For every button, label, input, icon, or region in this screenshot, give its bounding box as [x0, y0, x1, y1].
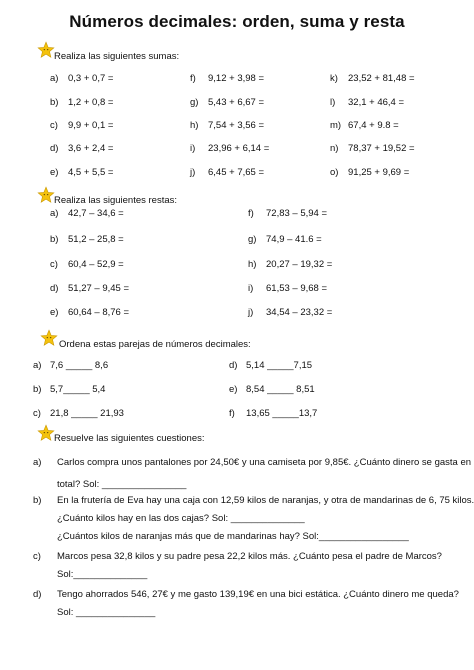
exercise-expression: 91,25 + 9,69 = [348, 167, 410, 178]
star-icon [37, 41, 55, 59]
exercise-item [248, 208, 328, 219]
exercise-label: j) [248, 307, 254, 318]
exercise-label: a) [33, 360, 42, 371]
exercise-expression: 4,5 + 5,5 = [68, 167, 114, 178]
exercise-label: c) [33, 408, 41, 419]
exercise-label: a) [50, 73, 59, 84]
exercise-expression: 67,4 + 9.8 = [348, 120, 399, 131]
exercise-item [248, 259, 333, 270]
exercise-label: c) [50, 259, 58, 270]
exercise-item [330, 120, 399, 131]
exercise-item [190, 120, 264, 131]
problem-text: En la frutería de Eva hay una caja con 12,59 kilos de naranjas, y otra de mandarinas de 6, 75 kilos. [57, 495, 474, 506]
exercise-label: b) [50, 97, 59, 108]
exercise-expression: 9,12 + 3,98 = [208, 73, 264, 84]
exercise-expression: 61,53 – 9,68 = [266, 283, 328, 294]
exercise-item [229, 360, 313, 371]
exercise-item [330, 97, 404, 108]
section-3-instruction: Ordena estas parejas de números decimales: [59, 339, 251, 350]
problem-text: Marcos pesa 32,8 kilos y su padre pesa 22,2 kilos más. ¿Cuánto pesa el padre de Marcos? [57, 551, 442, 562]
exercise-expression: 42,7 – 34,6 = [68, 208, 124, 219]
exercise-expression: 51,2 – 25,8 = [68, 234, 124, 245]
exercise-label: n) [330, 143, 339, 154]
exercise-label: d) [50, 283, 59, 294]
exercise-expression: 78,37 + 19,52 = [348, 143, 415, 154]
exercise-expression: 23,96 + 6,14 = [208, 143, 270, 154]
exercise-expression: 51,27 – 9,45 = [68, 283, 130, 294]
exercise-item [50, 208, 124, 219]
exercise-item [248, 307, 333, 318]
exercise-item [248, 283, 328, 294]
exercise-label: d) [229, 360, 238, 371]
problem-text: Tengo ahorrados 546, 27€ y me gasto 139,19€ en una bici estática. ¿Cuánto dinero me queda? [57, 589, 459, 600]
exercise-item [50, 120, 114, 131]
exercise-item [50, 167, 114, 178]
exercise-label: b) [33, 384, 42, 395]
exercise-label: o) [330, 167, 339, 178]
exercise-item [190, 73, 264, 84]
exercise-expression: 1,2 + 0,8 = [68, 97, 114, 108]
exercise-label: i) [190, 143, 196, 154]
problem-label: a) [33, 457, 42, 468]
exercise-item [330, 167, 410, 178]
exercise-item [50, 259, 124, 270]
exercise-expression: 60,64 – 8,76 = [68, 307, 130, 318]
section-4-instruction: Resuelve las siguientes cuestiones: [54, 433, 205, 444]
section-1-instruction: Realiza las siguientes sumas: [54, 51, 180, 62]
exercise-expression: 5,14 _____7,15 [246, 360, 313, 371]
exercise-expression: 7,54 + 3,56 = [208, 120, 264, 131]
exercise-label: g) [190, 97, 199, 108]
exercise-item [50, 143, 114, 154]
exercise-expression: 34,54 – 23,32 = [266, 307, 333, 318]
exercise-expression: 20,27 – 19,32 = [266, 259, 333, 270]
exercise-label: f) [248, 208, 254, 219]
problem-label: d) [33, 589, 42, 600]
exercise-item [229, 384, 315, 395]
star-icon [37, 186, 55, 204]
exercise-label: b) [50, 234, 59, 245]
exercise-label: f) [190, 73, 196, 84]
exercise-item [50, 73, 114, 84]
exercise-label: h) [190, 120, 199, 131]
exercise-item [50, 283, 130, 294]
exercise-item [330, 73, 415, 84]
exercise-item [190, 143, 270, 154]
exercise-expression: 9,9 + 0,1 = [68, 120, 114, 131]
exercise-item [50, 97, 114, 108]
star-icon [37, 424, 55, 442]
exercise-item [248, 234, 322, 245]
exercise-label: i) [248, 283, 254, 294]
exercise-item [33, 408, 124, 419]
problem-text: Sol:______________ [57, 569, 148, 580]
exercise-item [190, 167, 264, 178]
exercise-label: h) [248, 259, 257, 270]
exercise-item [50, 234, 124, 245]
exercise-expression: 5,7_____ 5,4 [50, 384, 106, 395]
exercise-item [190, 97, 264, 108]
exercise-label: e) [229, 384, 238, 395]
exercise-item [33, 384, 106, 395]
exercise-label: a) [50, 208, 59, 219]
problem-text: ¿Cuánto kilos hay en las dos cajas? Sol: ______________ [57, 513, 305, 524]
exercise-expression: 74,9 – 41.6 = [266, 234, 322, 245]
exercise-expression: 0,3 + 0,7 = [68, 73, 114, 84]
exercise-label: f) [229, 408, 235, 419]
star-icon [40, 329, 58, 347]
exercise-label: e) [50, 167, 59, 178]
exercise-label: d) [50, 143, 59, 154]
exercise-expression: 6,45 + 7,65 = [208, 167, 264, 178]
section-2-instruction: Realiza las siguientes restas: [54, 195, 178, 206]
exercise-label: k) [330, 73, 338, 84]
exercise-label: e) [50, 307, 59, 318]
exercise-expression: 21,8 _____ 21,93 [50, 408, 124, 419]
exercise-expression: 60,4 – 52,9 = [68, 259, 124, 270]
exercise-expression: 32,1 + 46,4 = [348, 97, 404, 108]
exercise-label: c) [50, 120, 58, 131]
exercise-expression: 72,83 – 5,94 = [266, 208, 328, 219]
page-title: Números decimales: orden, suma y resta [69, 12, 405, 31]
exercise-expression: 13,65 _____13,7 [246, 408, 318, 419]
exercise-label: j) [190, 167, 196, 178]
exercise-expression: 5,43 + 6,67 = [208, 97, 264, 108]
problem-text: Sol: _______________ [57, 607, 156, 618]
exercise-expression: 7,6 _____ 8,6 [50, 360, 109, 371]
exercise-label: l) [330, 97, 336, 108]
problem-label: b) [33, 495, 42, 506]
exercise-expression: 8,54 _____ 8,51 [246, 384, 315, 395]
exercise-label: m) [330, 120, 342, 131]
problem-text: Carlos compra unos pantalones por 24,50€ y una camiseta por 9,85€. ¿Cuánto dinero se gasta en [57, 457, 472, 468]
problem-label: c) [33, 551, 41, 562]
exercise-item [50, 307, 130, 318]
problem-text: total? Sol: ________________ [57, 479, 187, 490]
exercise-label: g) [248, 234, 257, 245]
exercise-item [330, 143, 415, 154]
problem-text: ¿Cuántos kilos de naranjas más que de mandarinas hay? Sol:_________________ [57, 531, 409, 542]
exercise-item [33, 360, 109, 371]
exercise-expression: 3,6 + 2,4 = [68, 143, 114, 154]
exercise-item [229, 408, 318, 419]
exercise-expression: 23,52 + 81,48 = [348, 73, 415, 84]
